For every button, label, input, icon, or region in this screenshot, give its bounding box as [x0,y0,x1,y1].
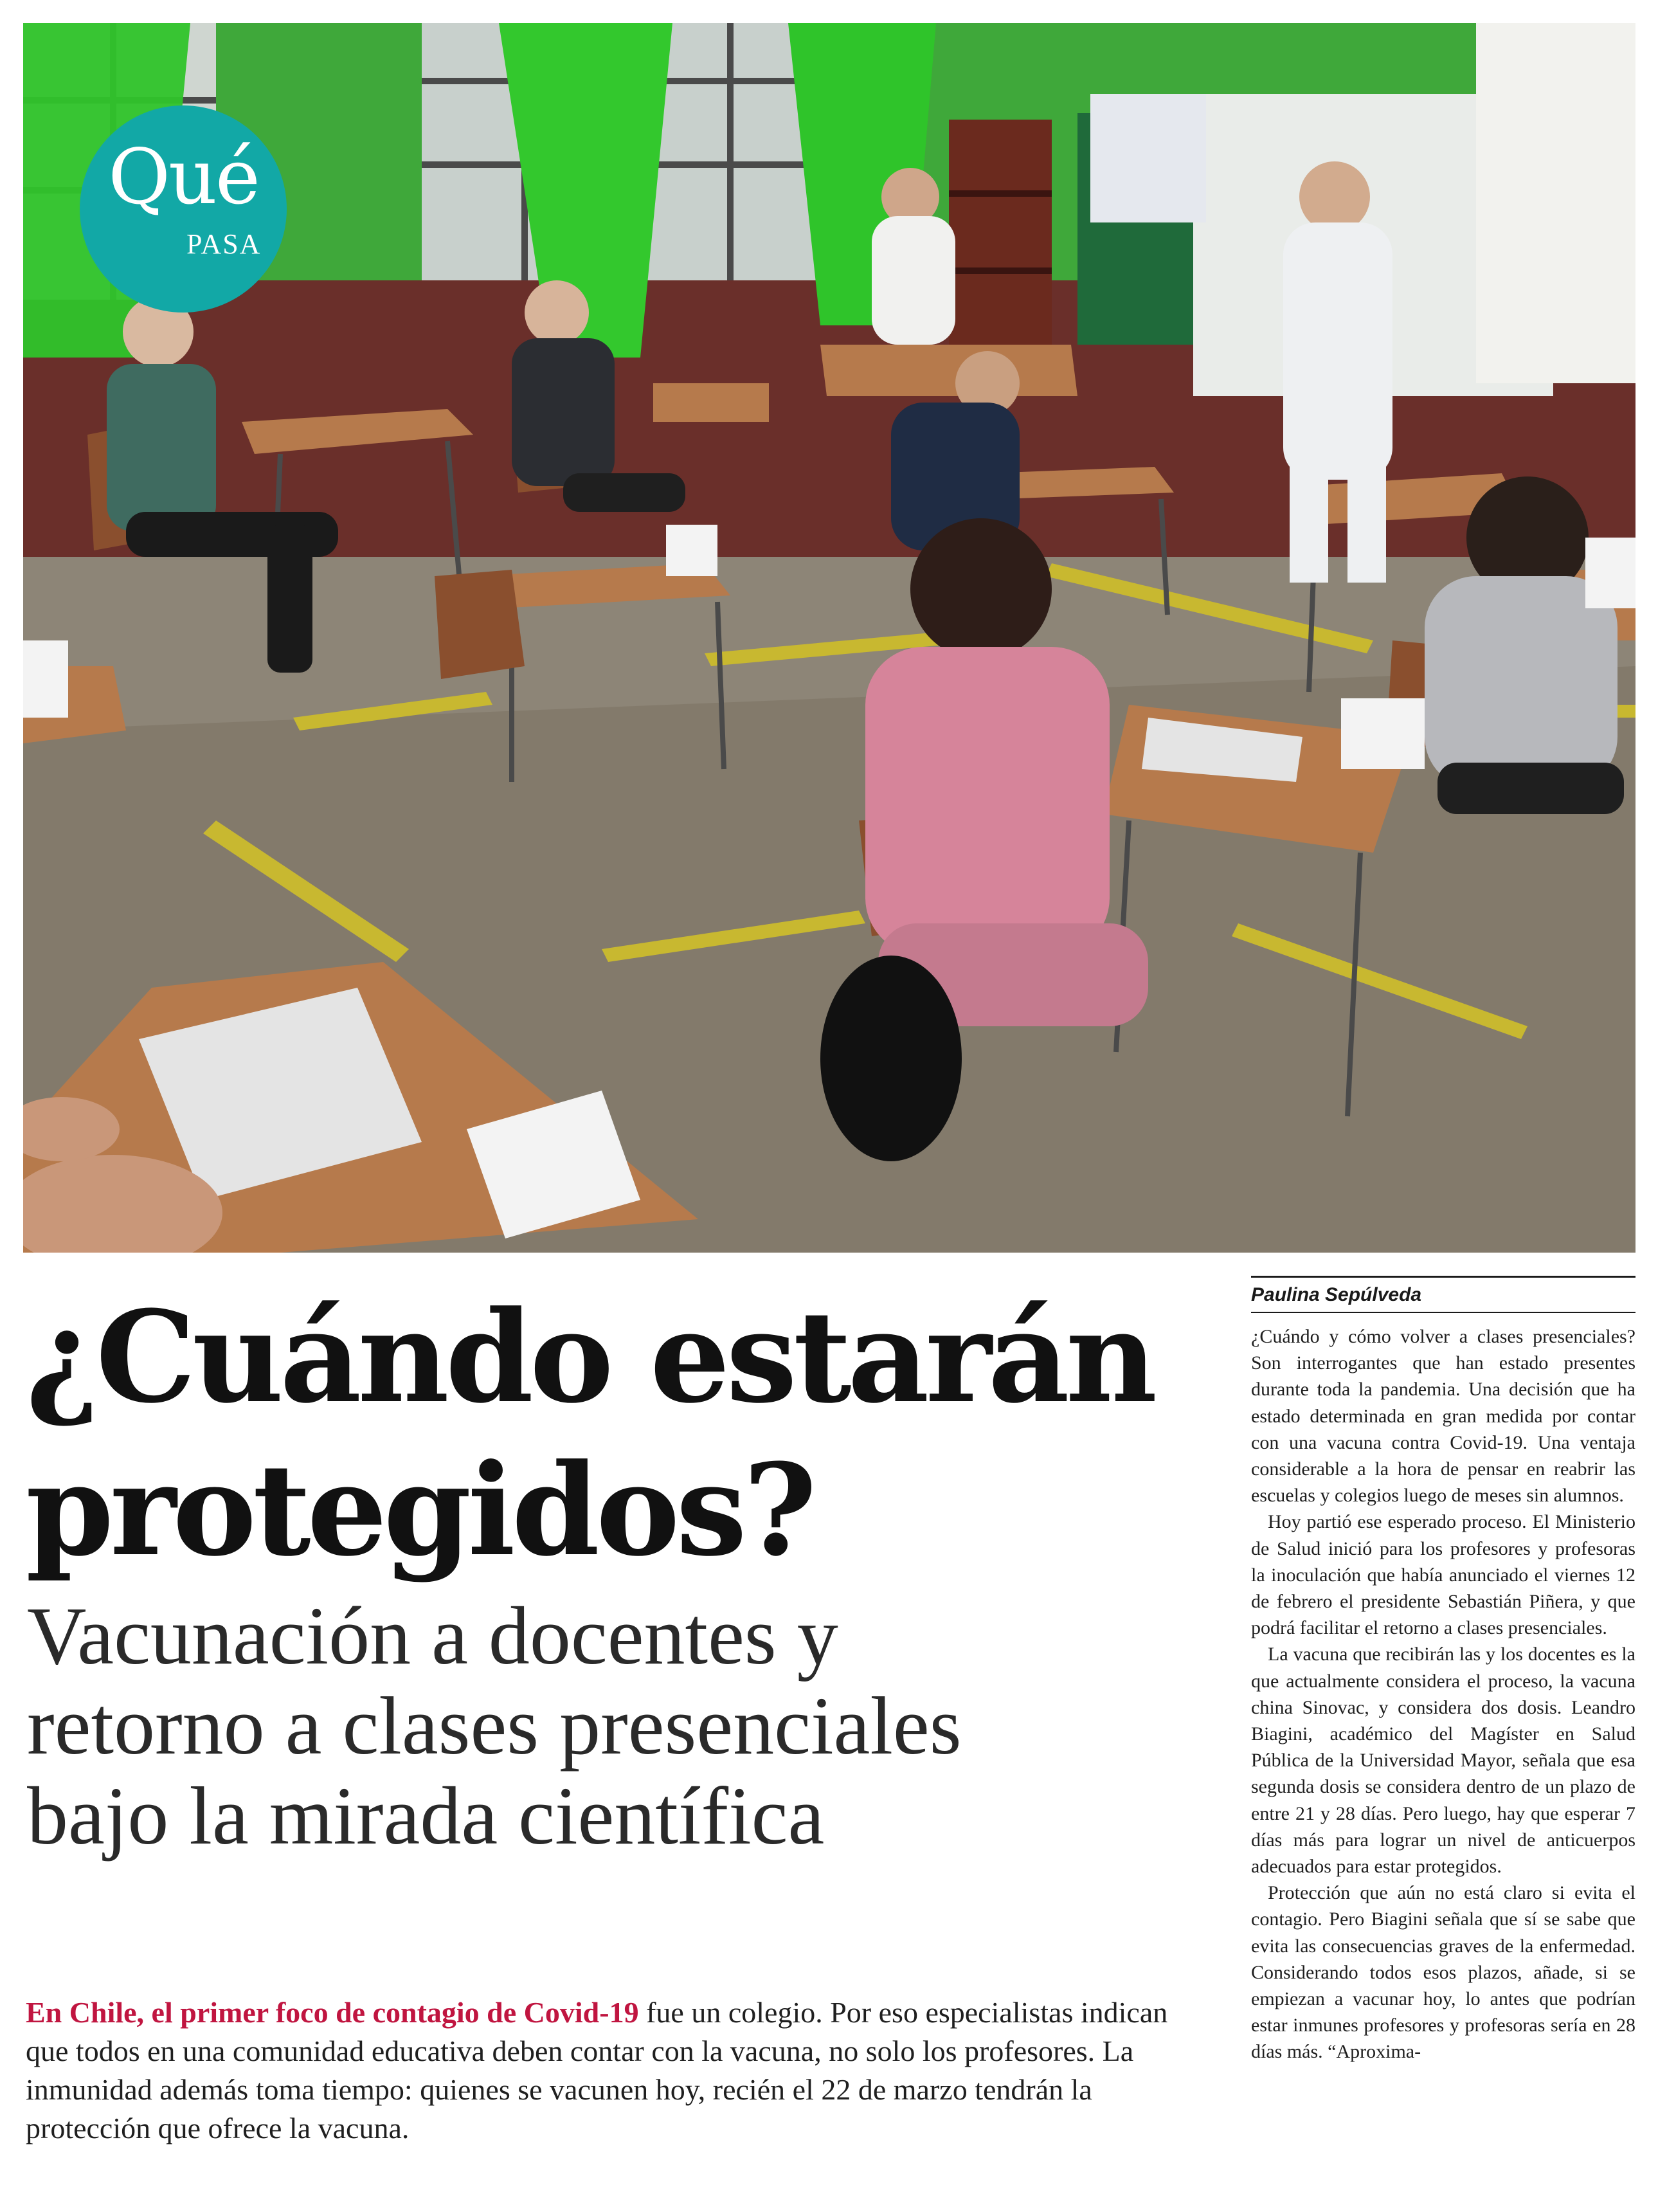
article-column [1251,1323,1635,2065]
byline-top-rule [1251,1276,1635,1278]
subhead-line-2: retorno a clases presenciales [27,1680,962,1772]
logo-sub-text: PASA [186,228,262,260]
subheadline [27,1591,1223,1861]
classroom-photo [23,23,1635,1253]
lead-highlight: En Chile, el primer foco de contagio de Covid-19 [26,1996,639,2029]
subhead-line-1: Vacunación a docentes y [27,1590,838,1682]
author-byline: Paulina Sepúlveda [1251,1284,1422,1305]
article-paragraph-2: Hoy partió ese esperado proceso. El Ministerio de Salud inició para los profesores y profesoras la inoculación que había anunciado el viernes 12 de febrero el presidente Sebastián Piñera, y que podrá facilitar el retorno a clases presenciales. [1251,1511,1635,1639]
lead-paragraph [26,1993,1209,2148]
headline [26,1281,1221,1587]
que-pasa-logo [80,105,287,313]
article-paragraph-4: Protección que aún no está claro si evita el contagio. Pero Biagini señala que sí se sabe que evita las consecuencias graves de la enfermedad. Considerando todos esos plazos, añade, si se empiezan a vacunar hoy, lo antes que podrían estar inmunes profesores y profesoras sería en 28 días más. “Aproxima- [1251,1882,1635,2063]
lead-body: fue un colegio. Por eso especialistas indican que todos en una comunidad educativa deben contar con la vacuna, no solo los profesores. La inmunidad además toma tiempo: quienes se vacunen hoy, recién el 22 de marzo tendrán la protección que ofrece la vacuna. [26,1996,1168,2144]
headline-line-1: ¿Cuándo estarán [26,1283,1154,1431]
subhead-line-3: bajo la mirada científica [27,1770,825,1862]
logo-main-text: Qué [108,132,258,221]
article-paragraph-3: La vacuna que recibirán las y los docentes es la que actualmente considera el proceso, la vacuna china Sinovac, y considera dos dosis. Leandro Biagini, académico del Magíster en Salud Pública de la Universidad Mayor, señala que esa segunda dosis se considera dentro de un plazo de entre 21 y 28 días. Pero luego, hay que esperar 7 días más para lograr un nivel de anticuerpos adecuados para estar protegidos. [1251,1644,1635,1878]
article-paragraph-1: ¿Cuándo y cómo volver a clases presenciales? Son interrogantes que han estado presentes durante toda la pandemia. Una decisión que ha estado determinada en gran medida por contar con una vacuna contra Covid-19. Una ventaja considerable a la hora de pensar en reabrir las escuelas y colegios luego de meses sin alumnos. [1251,1326,1635,1507]
byline-bottom-rule [1251,1312,1635,1313]
headline-line-2: protegidos? [26,1437,813,1584]
